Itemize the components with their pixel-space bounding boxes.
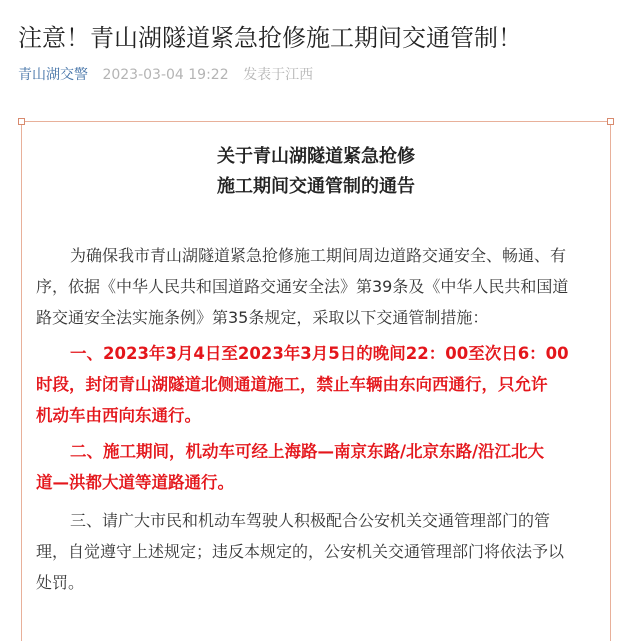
notice-intro-paragraph bbox=[36, 240, 596, 333]
paragraph-line: 三、请广大市民和机动车驾驶人积极配合公安机关交通管理部门的管 bbox=[70, 511, 551, 530]
paragraph-line: 处罚。 bbox=[36, 573, 85, 592]
paragraph-line: 时段，封闭青山湖隧道北侧通道施工，禁止车辆由东向西通行，只允许 bbox=[36, 375, 548, 394]
paragraph-line: 道—洪都大道等道路通行。 bbox=[36, 473, 234, 492]
paragraph-line: 一、2023年3月4日至2023年3月5日的晚间22：00至次日6：00 bbox=[70, 344, 569, 363]
article-title: 注意！青山湖隧道紧急抢修施工期间交通管制！ bbox=[18, 24, 522, 52]
measure-item-1 bbox=[36, 338, 596, 431]
measure-item-3 bbox=[36, 505, 596, 598]
paragraph-line: 理，自觉遵守上述规定；违反本规定的，公安机关交通管理部门将依法予以 bbox=[36, 542, 565, 561]
paragraph-line: 二、施工期间，机动车可经上海路—南京东路/北京东路/沿江北大 bbox=[70, 442, 545, 461]
notice-title-line2: 施工期间交通管制的通告 bbox=[217, 176, 415, 197]
author-link[interactable]: 青山湖交警 bbox=[18, 67, 88, 83]
notice-title-line1: 关于青山湖隧道紧急抢修 bbox=[217, 146, 415, 167]
publish-location: 发表于江西 bbox=[243, 67, 314, 83]
article-meta bbox=[18, 65, 313, 85]
paragraph-line: 机动车由西向东通行。 bbox=[36, 406, 201, 425]
frame-corner-left bbox=[18, 118, 25, 125]
paragraph-line: 路交通安全法实施条例》第35条规定，采取以下交通管制措施： bbox=[36, 308, 489, 327]
measure-item-2 bbox=[36, 436, 596, 498]
paragraph-line: 序，依据《中华人民共和国道路交通安全法》第39条及《中华人民共和国道 bbox=[36, 277, 569, 296]
publish-time: 2023-03-04 19:22 bbox=[102, 67, 229, 83]
frame-corner-right bbox=[607, 118, 614, 125]
paragraph-line: 为确保我市青山湖隧道紧急抢修施工期间周边道路交通安全、畅通、有 bbox=[70, 246, 567, 265]
